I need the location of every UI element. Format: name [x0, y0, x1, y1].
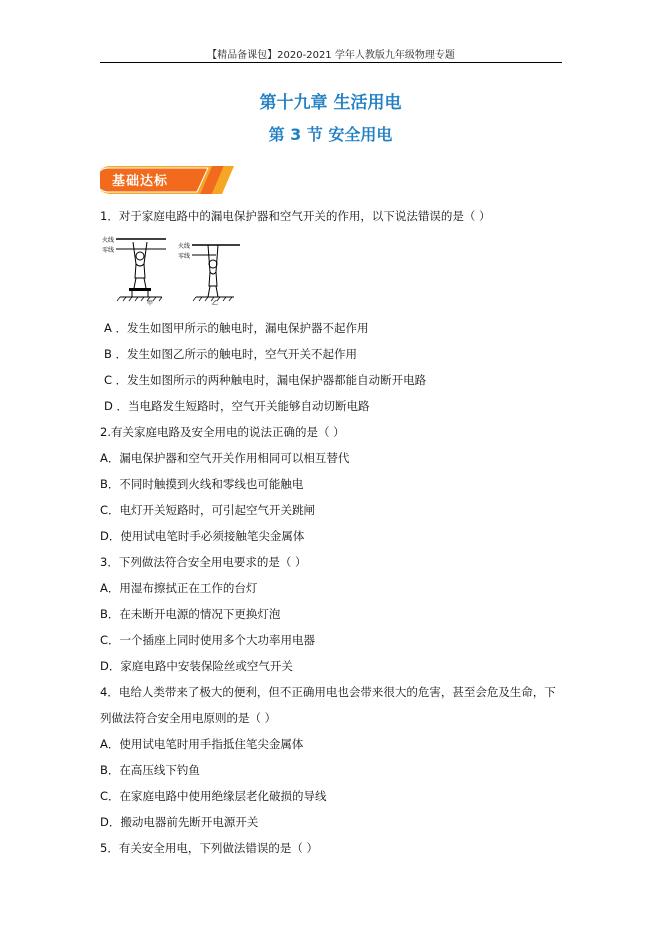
- question-3-option-a: A．用湿布擦拭正在工作的台灯: [100, 581, 258, 595]
- question-1-option-c: C ．发生如图所示的两种触电时，漏电保护器都能自动断开电路: [104, 373, 427, 387]
- figure-caption-left: 甲: [147, 300, 154, 306]
- header-rule: [100, 62, 562, 63]
- question-3-option-c: C．一个插座上同时使用多个大功率用电器: [100, 633, 316, 647]
- question-1-option-b: B ．发生如图乙所示的触电时，空气开关不起作用: [104, 347, 358, 361]
- banner-label: 基础达标: [112, 174, 169, 189]
- question-1-stem: 1．对于家庭电路中的漏电保护器和空气开关的作用，以下说法错误的是（ ）: [100, 209, 491, 223]
- section-title: 第 3 节 安全用电: [268, 125, 393, 144]
- question-2-option-c: C．电灯开关短路时，可引起空气开关跳闸: [100, 503, 316, 517]
- question-4-option-d: D．搬动电器前先断开电源开关: [100, 815, 259, 829]
- question-4-option-c: C．在家庭电路中使用绝缘层老化破损的导线: [100, 789, 327, 803]
- electric-shock-figure: [100, 234, 240, 306]
- question-4-option-b: B．在高压线下钓鱼: [100, 763, 200, 777]
- question-2-stem: 2.有关家庭电路及安全用电的说法正确的是（ ）: [100, 425, 345, 439]
- question-2-option-b: B．不同时触摸到火线和零线也可能触电: [100, 477, 304, 491]
- question-3-option-b: B．在未断开电源的情况下更换灯泡: [100, 607, 281, 621]
- question-4-option-a: A．使用试电笔时用手指抵住笔尖金属体: [100, 737, 304, 751]
- live-wire-label-left: 火线: [102, 237, 115, 244]
- figure-caption-right: 乙: [212, 300, 219, 306]
- question-4-stem-continued: 列做法符合安全用电原则的是（ ）: [100, 711, 277, 725]
- question-3-stem: 3．下列做法符合安全用电要求的是（ ）: [100, 555, 307, 569]
- question-3-option-d: D．家庭电路中安装保险丝或空气开关: [100, 659, 293, 673]
- page-header: 【精品备课包】2020-2021 学年人教版九年级物理专题: [207, 50, 455, 61]
- chapter-title: 第十九章 生活用电: [259, 93, 402, 113]
- question-1-option-a: A ．发生如图甲所示的触电时，漏电保护器不起作用: [104, 321, 369, 335]
- question-2-option-a: A．漏电保护器和空气开关作用相同可以相互替代: [100, 451, 350, 465]
- question-2-option-d: D．使用试电笔时手必须接触笔尖金属体: [100, 529, 305, 543]
- neutral-wire-label-right: 零线: [178, 253, 191, 260]
- live-wire-label-right: 火线: [178, 243, 191, 250]
- neutral-wire-label-left: 零线: [102, 247, 115, 254]
- question-1-option-d: D ．当电路发生短路时，空气开关能够自动切断电路: [104, 399, 370, 413]
- question-4-stem: 4．电给人类带来了极大的便利，但不正确用电也会带来很大的危害，甚至会危及生命，下: [100, 685, 556, 699]
- question-5-stem: 5．有关安全用电，下列做法错误的是（ ）: [100, 841, 318, 855]
